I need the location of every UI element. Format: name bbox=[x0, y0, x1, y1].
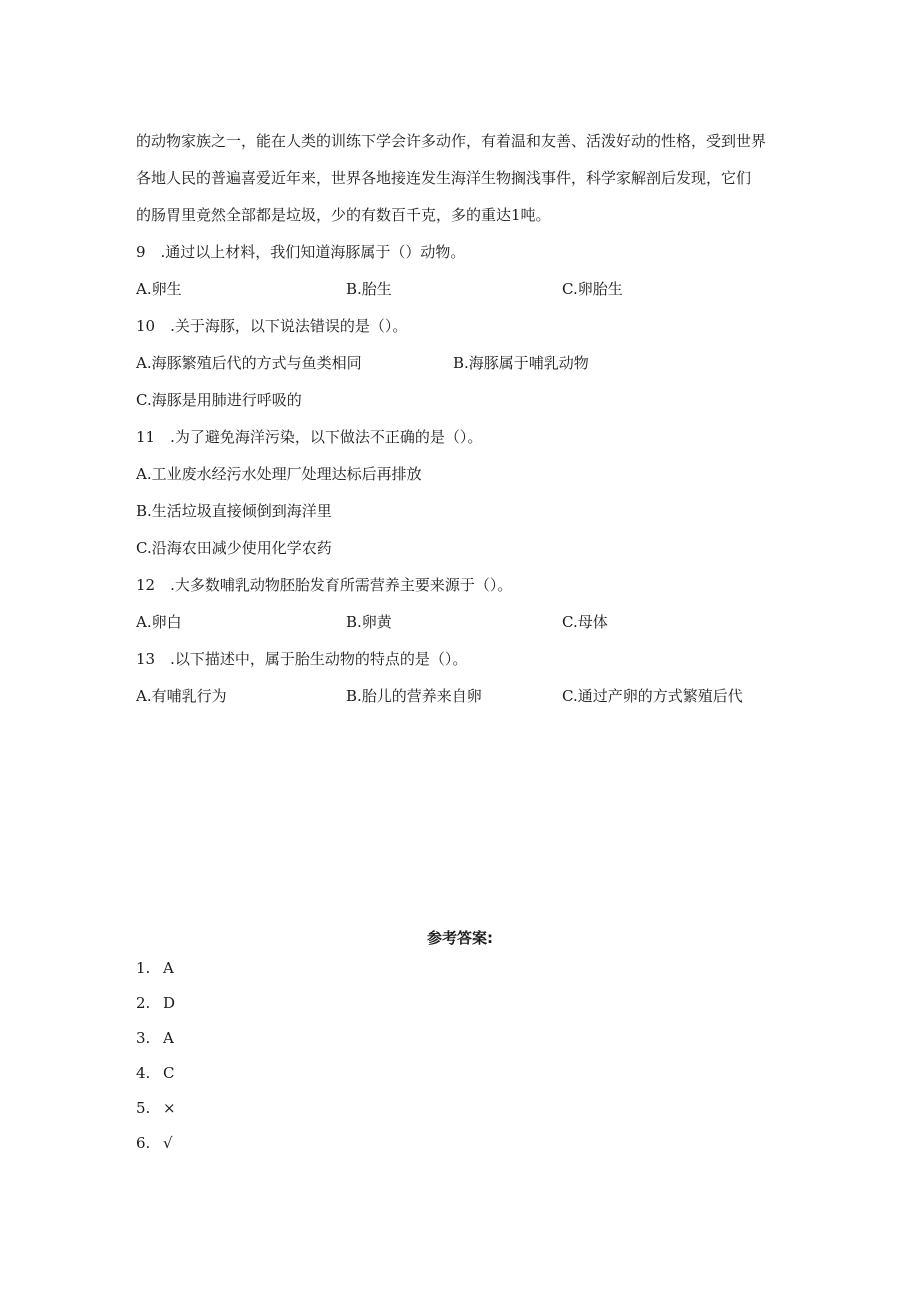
answer-item bbox=[136, 992, 175, 1014]
answer-value: A bbox=[163, 1029, 174, 1047]
answer-item bbox=[136, 1132, 173, 1154]
answer-number: 4. bbox=[136, 1064, 151, 1082]
passage-line-3: 的肠胃里竟然全部都是垃圾，少的有数百千克，多的重达1吨。 bbox=[136, 206, 551, 224]
question-11-option-b: B.生活垃圾直接倾倒到海洋里 bbox=[136, 502, 332, 520]
question-10-stem: 10 .关于海豚，以下说法错误的是（）。 bbox=[136, 317, 408, 335]
question-10-option-a: A.海豚繁殖后代的方式与鱼类相同 bbox=[136, 354, 362, 372]
question-9-stem: 9 .通过以上材料，我们知道海豚属于（）动物。 bbox=[136, 243, 466, 261]
question-11-stem: 11 .为了避免海洋污染，以下做法不正确的是（）。 bbox=[136, 428, 483, 446]
question-9-option-a: A.卵生 bbox=[136, 280, 182, 298]
question-12-option-b: B.卵黄 bbox=[346, 613, 392, 631]
answer-number: 2. bbox=[136, 994, 151, 1012]
passage-line-2: 各地人民的普遍喜爱近年来，世界各地接连发生海洋生物搁浅事件，科学家解剖后发现，它们 bbox=[136, 169, 752, 187]
question-13-option-b: B.胎儿的营养来自卵 bbox=[346, 687, 482, 705]
answer-value: × bbox=[163, 1099, 176, 1117]
answer-item bbox=[136, 1027, 174, 1049]
passage-line-1: 的动物家族之一，能在人类的训练下学会许多动作，有着温和友善、活泼好动的性格，受到世界 bbox=[136, 132, 767, 150]
answer-number: 6. bbox=[136, 1134, 151, 1152]
answers-heading: 参考答案: bbox=[427, 929, 493, 947]
answer-value: A bbox=[163, 959, 174, 977]
question-9-option-c: C.卵胎生 bbox=[562, 280, 623, 298]
answer-item bbox=[136, 1097, 176, 1119]
question-10-option-c: C.海豚是用肺进行呼吸的 bbox=[136, 391, 302, 409]
question-12-stem: 12 .大多数哺乳动物胚胎发育所需营养主要来源于（）。 bbox=[136, 576, 513, 594]
question-10-option-b: B.海豚属于哺乳动物 bbox=[453, 354, 589, 372]
answer-number: 5. bbox=[136, 1099, 151, 1117]
question-12-option-a: A.卵白 bbox=[136, 613, 182, 631]
answer-number: 3. bbox=[136, 1029, 151, 1047]
question-11-option-c: C.沿海农田减少使用化学农药 bbox=[136, 539, 332, 557]
question-9-option-b: B.胎生 bbox=[346, 280, 392, 298]
question-12-option-c: C.母体 bbox=[562, 613, 608, 631]
question-13-option-a: A.有哺乳行为 bbox=[136, 687, 227, 705]
answer-value: D bbox=[163, 994, 176, 1012]
question-13-stem: 13 .以下描述中，属于胎生动物的特点的是（）。 bbox=[136, 650, 468, 668]
answer-value: √ bbox=[163, 1134, 173, 1152]
answer-item bbox=[136, 957, 174, 979]
question-11-option-a: A.工业废水经污水处理厂处理达标后再排放 bbox=[136, 465, 422, 483]
answer-value: C bbox=[163, 1064, 175, 1082]
answer-number: 1. bbox=[136, 959, 151, 977]
answer-item bbox=[136, 1062, 174, 1084]
question-13-option-c: C.通过产卵的方式繁殖后代 bbox=[562, 687, 743, 705]
